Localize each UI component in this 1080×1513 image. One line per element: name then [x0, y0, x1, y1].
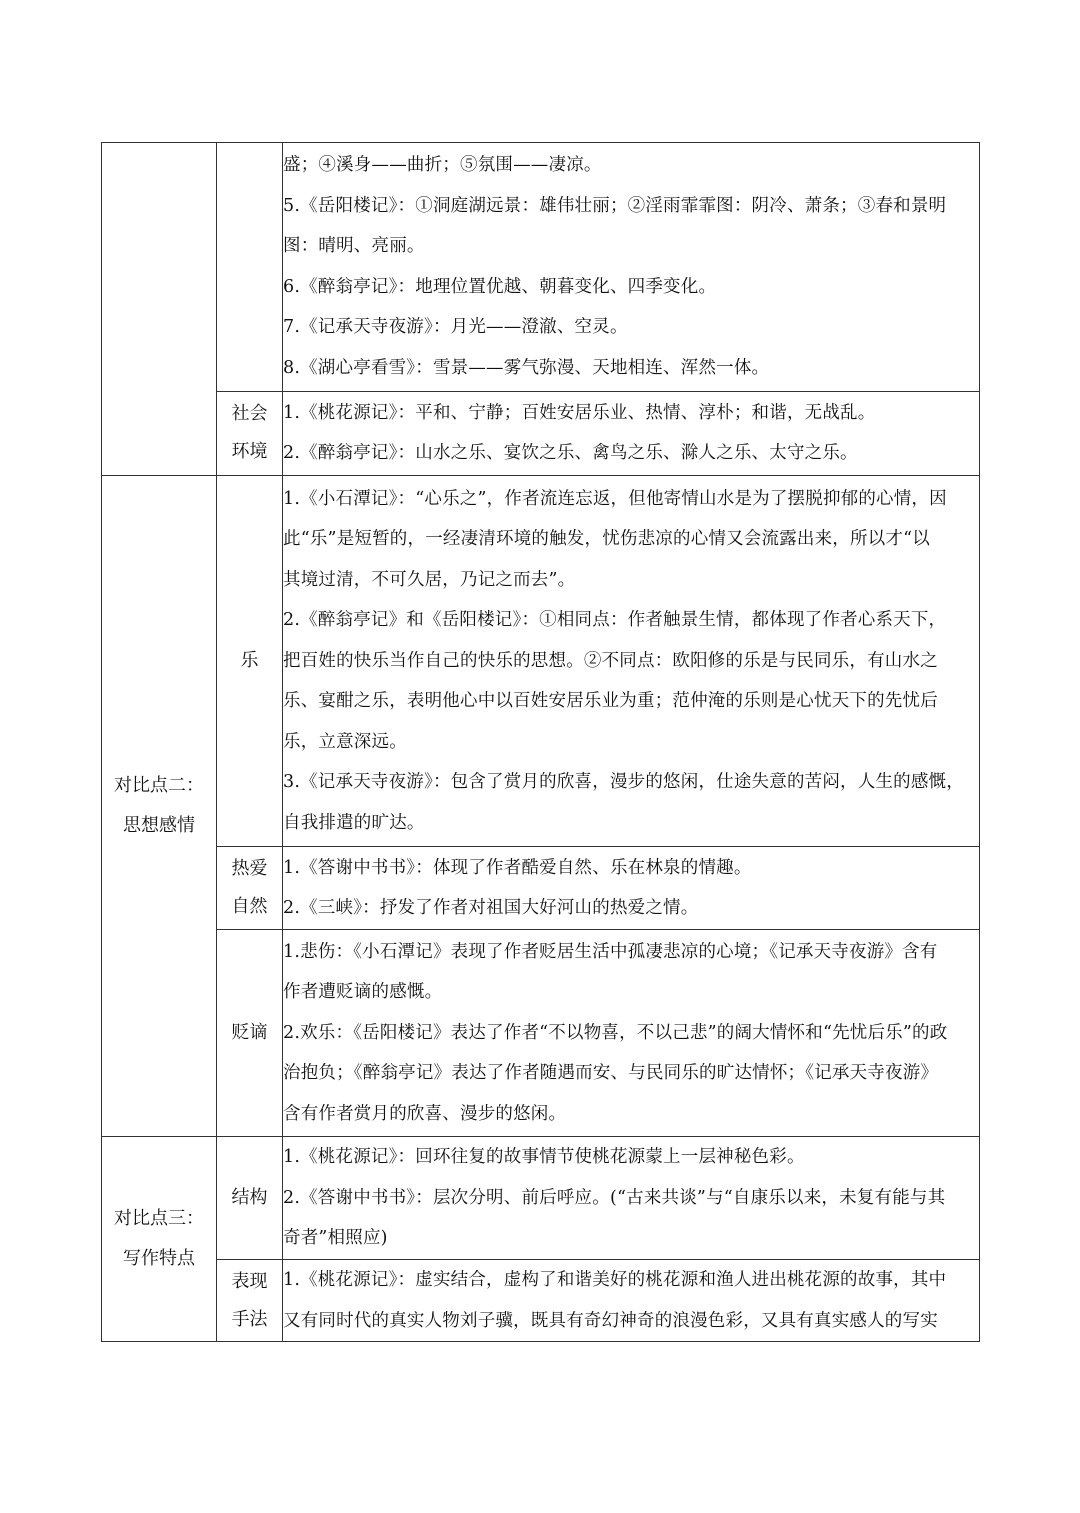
table-row — [102, 1137, 980, 1260]
text-line: 2.欢乐：《岳阳楼记》表达了作者“不以物喜，不以己悲”的阔大情怀和“先忧后乐”的政 — [283, 1022, 948, 1043]
subcategory-joy — [217, 476, 283, 847]
table-row — [102, 930, 980, 1137]
text-line: 2.《答谢中书书》：层次分明、前后呼应。(“古来共谈”与“自康乐以来，未复有能与其 — [283, 1187, 946, 1208]
text-line: 1.《桃花源记》：虚实结合，虚构了和谐美好的桃花源和渔人进出桃花源的故事，其中 — [283, 1270, 947, 1290]
label-line: 环境 — [231, 441, 268, 463]
label-line: 结构 — [231, 1187, 268, 1208]
text-line: 6.《醉翁亭记》：地理位置优越、朝暮变化、四季变化。 — [283, 276, 717, 297]
subcategory-exile — [217, 930, 283, 1137]
text-line: 5.《岳阳楼记》：①洞庭湖远景：雄伟壮丽；②淫雨霏霏图：阴冷、萧条；③春和景明 — [283, 195, 947, 216]
label-line: 思想感情 — [123, 815, 195, 836]
table-row — [102, 391, 980, 475]
text-line: 2.《醉翁亭记》：山水之乐、宴饮之乐、禽鸟之乐、滁人之乐、太守之乐。 — [283, 443, 858, 464]
text-line: 作者遭贬谪的感慨。 — [283, 982, 443, 1003]
category-cell-empty — [102, 143, 217, 476]
label-line: 对比点二： — [114, 775, 204, 796]
text-line: 1.悲伤：《小石潭记》表现了作者贬居生活中孤凄悲凉的心境；《记承天寺夜游》含有 — [283, 941, 938, 962]
text-line: 2.《三峡》：抒发了作者对祖国大好河山的热爱之情。 — [283, 898, 699, 918]
text-line: 其境过清，不可久居，乃记之而去”。 — [283, 569, 576, 590]
text-line: 1.《小石潭记》：“心乐之”，作者流连忘返，但他寄情山水是为了摆脱抑郁的心情，因 — [283, 488, 947, 509]
text-line: 2.《醉翁亭记》和《岳阳楼记》：①相同点：作者触景生情，都体现了作者心系天下， — [283, 610, 947, 631]
label-line: 自然 — [231, 896, 268, 917]
content-cell-love-nature — [283, 847, 980, 930]
content-cell-structure — [283, 1137, 980, 1260]
text-line: 含有作者赏月的欣喜、漫步的悠闲。 — [283, 1103, 567, 1124]
category-point-three — [102, 1137, 217, 1342]
text-line: 乐、宴酣之乐，表明他心中以百姓安居乐业为重；范仲淹的乐则是心忧天下的先忧后 — [283, 691, 938, 712]
table-row — [102, 143, 980, 392]
content-cell-natural-env — [283, 143, 980, 392]
label-line: 手法 — [231, 1308, 268, 1330]
text-line: 奇者”相照应) — [283, 1228, 388, 1249]
label-line: 贬谪 — [231, 1022, 268, 1043]
label-line: 社会 — [231, 403, 268, 425]
label-line: 对比点三： — [114, 1208, 204, 1229]
label-line: 热爱 — [231, 858, 268, 879]
text-line: 图：晴明、亮丽。 — [283, 236, 425, 257]
text-line: 1.《桃花源记》：回环往复的故事情节使桃花源蒙上一层神秘色彩。 — [283, 1147, 805, 1168]
table-row — [102, 1260, 980, 1342]
content-cell-exile — [283, 930, 980, 1137]
text-line: 1.《桃花源记》：平和、宁静；百姓安居乐业、热情、淳朴；和谐，无战乱。 — [283, 402, 876, 423]
subcategory-love-nature — [217, 847, 283, 930]
subcategory-technique — [217, 1260, 283, 1342]
text-line: 3.《记承天寺夜游》：包含了赏月的欣喜，漫步的悠闲，仕途失意的苦闷，人生的感慨， — [283, 772, 964, 793]
subcategory-structure — [217, 1137, 283, 1260]
text-line: 1.《答谢中书书》：体现了作者酷爱自然、乐在林泉的情趣。 — [283, 857, 752, 878]
table-row — [102, 847, 980, 930]
text-line: 乐，立意深远。 — [283, 731, 407, 752]
label-line: 写作特点 — [123, 1248, 195, 1269]
text-line: 把百姓的快乐当作自己的快乐的思想。②不同点：欧阳修的乐是与民同乐，有山水之 — [283, 650, 938, 671]
text-line: 此“乐”是短暂的，一经凄清环境的触发，忧伤悲凉的心情又会流露出来，所以才“以 — [283, 529, 930, 550]
text-line: 自我排遣的旷达。 — [283, 812, 425, 833]
category-point-two — [102, 476, 217, 1137]
subcategory-social-environment — [217, 391, 283, 475]
text-line: 治抱负；《醉翁亭记》表达了作者随遇而安、与民同乐的旷达情怀；《记承天寺夜游》 — [283, 1063, 939, 1084]
content-cell-technique — [283, 1260, 980, 1342]
text-line: 7.《记承天寺夜游》：月光——澄澈、空灵。 — [283, 317, 628, 338]
text-line: 8.《湖心亭看雪》：雪景——雾气弥漫、天地相连、浑然一体。 — [283, 357, 770, 378]
label-line: 乐 — [240, 650, 259, 671]
comparison-table — [101, 142, 980, 1342]
table-row — [102, 476, 980, 847]
subcategory-cell-empty — [217, 143, 283, 392]
content-cell-joy — [283, 476, 980, 847]
label-line: 表现 — [231, 1270, 268, 1292]
text-line: 又有同时代的真实人物刘子骥，既具有奇幻神奇的浪漫色彩，又具有真实感人的写实 — [283, 1310, 938, 1331]
text-line: 盛；④溪身——曲折；⑤氛围——凄凉。 — [283, 155, 602, 176]
content-cell-social-env — [283, 391, 980, 475]
